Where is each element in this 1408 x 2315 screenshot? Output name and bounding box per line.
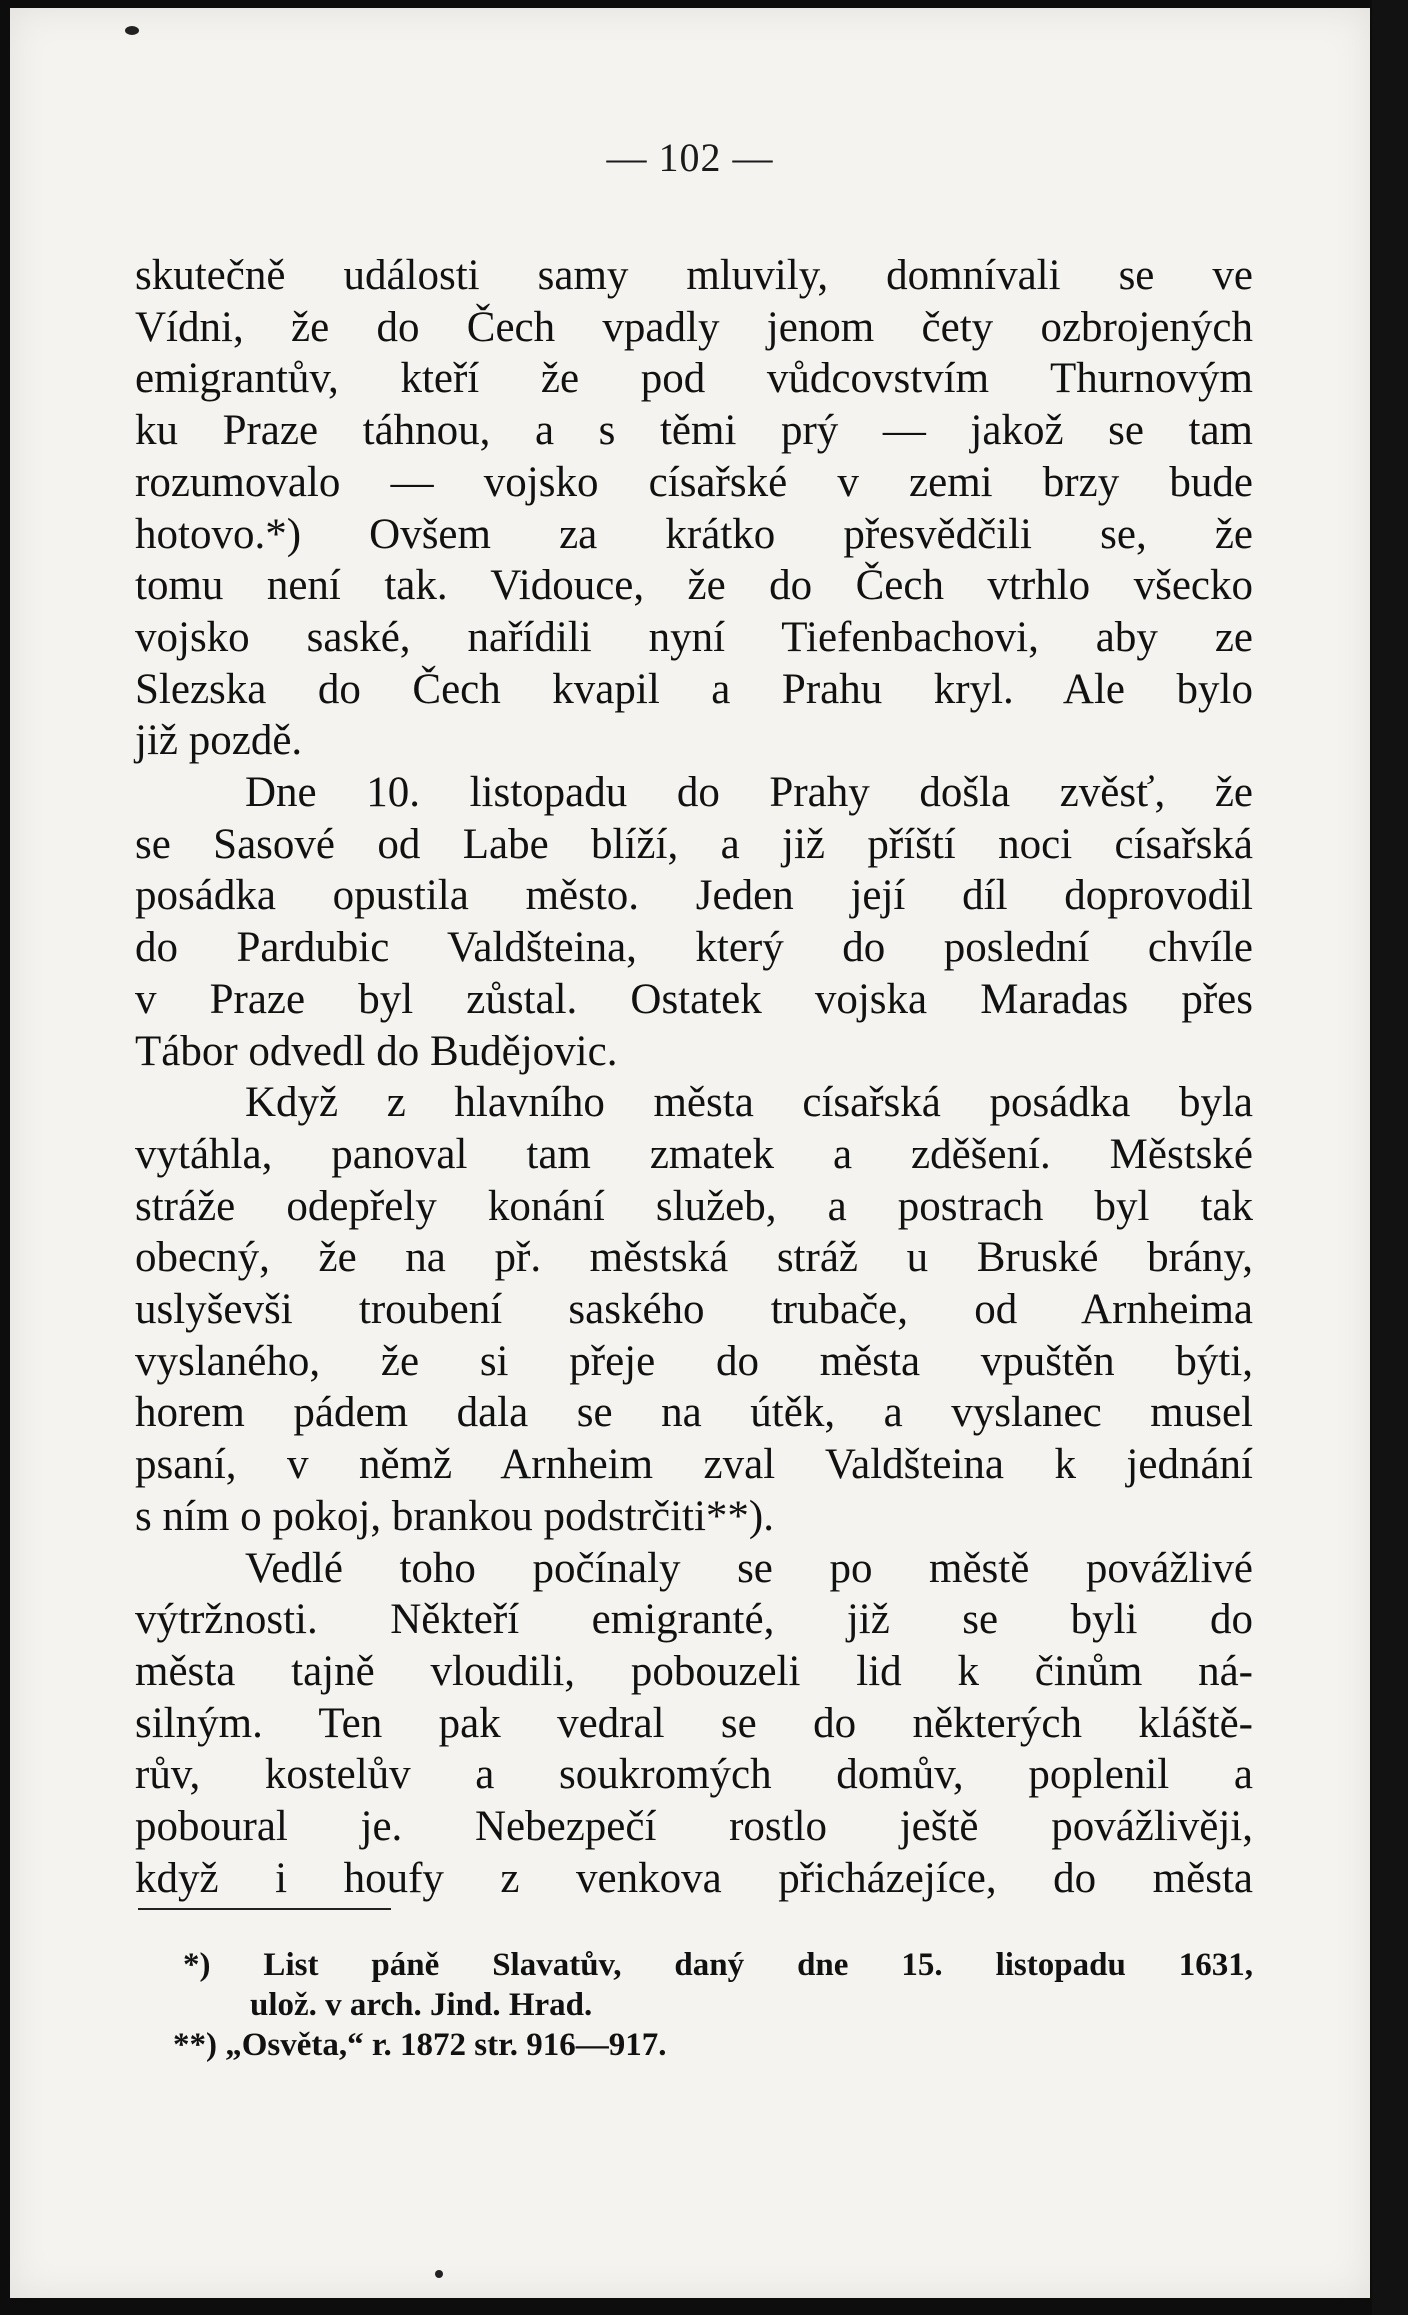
- text-line: stráže odepřely konání služeb, a postrach byl tak: [135, 1182, 1253, 1230]
- text-line: horem pádem dala se na útěk, a vyslanec musel: [135, 1389, 1253, 1437]
- paragraph-start-line: Když z hlavního města císařská posádka byla: [245, 1079, 1253, 1127]
- text-line: posádka opustila město. Jeden její díl doprovodil: [135, 872, 1253, 920]
- ink-speck: [125, 26, 139, 35]
- text-line: emigrantův, kteří že pod vůdcovstvím Thurnovým: [135, 355, 1253, 403]
- text-line: skutečně události samy mluvily, domnívali se ve: [135, 252, 1253, 299]
- text-line: s ním o pokoj, brankou podstrčiti**).: [135, 1492, 774, 1540]
- text-line: Tábor odvedl do Budějovic.: [135, 1027, 618, 1075]
- text-line: tomu není tak. Vidouce, že do Čech vtrhlo všecko: [135, 562, 1253, 610]
- text-line: Vídni, že do Čech vpadly jenom čety ozbrojených: [135, 303, 1253, 351]
- text-line: uslyševši troubení saského trubače, od Arnheima: [135, 1286, 1253, 1334]
- text-line: již pozdě.: [135, 717, 303, 765]
- ink-speck: [435, 2270, 443, 2278]
- text-line: do Pardubic Valdšteina, který do poslední chvíle: [135, 924, 1253, 972]
- text-line: vojsko saské, nařídili nyní Tiefenbachovi, aby ze: [135, 613, 1253, 661]
- text-line: rozumovalo — vojsko císařské v zemi brzy bude: [135, 458, 1253, 506]
- page-number: — 102 —: [606, 135, 774, 180]
- text-line: výtržnosti. Někteří emigranté, již se byli do: [135, 1596, 1253, 1644]
- footnote-1: *) List páně Slavatův, daný dne 15. listopadu 1631,: [183, 1947, 1253, 1983]
- text-line: Slezska do Čech kvapil a Prahu kryl. Ale bylo: [135, 665, 1253, 713]
- text-line: hotovo.*) Ovšem za krátko přesvědčili se, že: [135, 510, 1253, 558]
- text-line: vyslaného, že si přeje do města vpuštěn býti,: [135, 1337, 1253, 1385]
- text-line: ku Praze táhnou, a s těmi prý — jakož se tam: [135, 407, 1253, 455]
- footnote-1-continuation: ulož. v arch. Jind. Hrad.: [250, 1987, 593, 2023]
- paragraph-start-line: Vedlé toho počínaly se po městě povážlivé: [245, 1544, 1253, 1592]
- text-line: když i houfy z venkova přicházejíce, do města: [135, 1854, 1253, 1902]
- footnotes: [135, 1945, 1253, 2065]
- text-line: se Sasové od Labe blíží, a již příští noci císařská: [135, 820, 1253, 868]
- paragraph-start-line: Dne 10. listopadu do Prahy došla zvěsť, že: [245, 769, 1253, 817]
- text-line: města tajně vloudili, pobouzeli lid k činům ná-: [135, 1647, 1253, 1695]
- text-line: rův, kostelův a soukromých domův, poplenil a: [135, 1751, 1253, 1799]
- scan-edge: [1372, 0, 1408, 2315]
- footnote-rule: [138, 1908, 391, 1910]
- text-line: vytáhla, panoval tam zmatek a zděšení. Městské: [135, 1130, 1253, 1178]
- text-line: v Praze byl zůstal. Ostatek vojska Maradas přes: [135, 975, 1253, 1023]
- book-page: [10, 8, 1370, 2298]
- text-line: poboural je. Nebezpečí rostlo ještě povážlivěji,: [135, 1803, 1253, 1851]
- text-line: obecný, že na př. městská stráž u Bruské brány,: [135, 1234, 1253, 1282]
- text-line: psaní, v němž Arnheim zval Valdšteina k jednání: [135, 1441, 1253, 1489]
- text-line: silným. Ten pak vedral se do některých kláště-: [135, 1699, 1253, 1747]
- body-text: [135, 250, 1253, 1905]
- footnote-2: **) „Osvěta,“ r. 1872 str. 916—917.: [173, 2027, 667, 2063]
